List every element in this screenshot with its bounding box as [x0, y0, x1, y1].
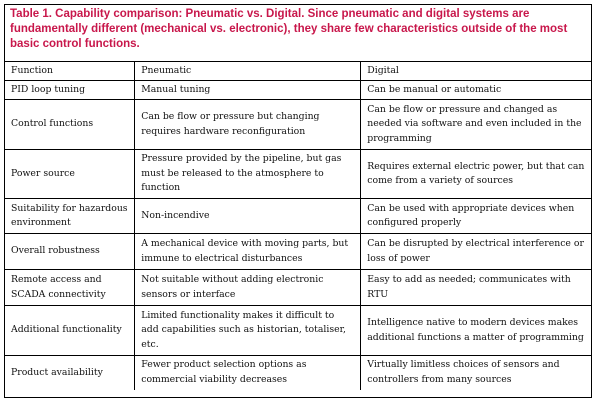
column-header-digital: Digital	[361, 62, 591, 81]
function-cell: Control functions	[5, 100, 135, 150]
function-cell: Product availability	[5, 356, 135, 390]
function-cell: Overall robustness	[5, 234, 135, 270]
digital-cell: Requires external electric power, but that can come from a variety of sources	[361, 150, 591, 199]
table-row	[5, 150, 591, 199]
digital-cell: Can be manual or automatic	[361, 81, 591, 100]
function-cell: Remote access and SCADA connectivity	[5, 270, 135, 306]
table-row	[5, 306, 591, 356]
digital-cell: Easy to add as needed; communicates with RTU	[361, 270, 591, 306]
pneumatic-cell: Pressure provided by the pipeline, but gas must be released to the atmosphere to function	[135, 150, 361, 199]
pneumatic-cell: Can be flow or pressure but changing requires hardware reconfiguration	[135, 100, 361, 150]
digital-cell: Can be used with appropriate devices when configured properly	[361, 199, 591, 234]
table-row	[5, 199, 591, 234]
table-row	[5, 100, 591, 150]
function-cell: Power source	[5, 150, 135, 199]
column-header-pneumatic: Pneumatic	[135, 62, 361, 81]
column-header-function: Function	[5, 62, 135, 81]
pneumatic-cell: Non-incendive	[135, 199, 361, 234]
digital-cell: Can be flow or pressure and changed as needed via software and even included in the programming	[361, 100, 591, 150]
function-cell: PID loop tuning	[5, 81, 135, 100]
pneumatic-cell: A mechanical device with moving parts, but immune to electrical disturbances	[135, 234, 361, 270]
function-cell: Additional functionality	[5, 306, 135, 356]
pneumatic-cell: Manual tuning	[135, 81, 361, 100]
pneumatic-cell: Limited functionality makes it difficult to add capabilities such as historian, totaliser, etc.	[135, 306, 361, 356]
digital-cell: Can be disrupted by electrical interference or loss of power	[361, 234, 591, 270]
table-row	[5, 81, 591, 100]
table-row	[5, 270, 591, 306]
table-frame	[4, 4, 592, 398]
table-caption: Table 1. Capability comparison: Pneumatic vs. Digital. Since pneumatic and digital systems are fundamentally different (mechanical vs. electronic), they share few characteristics outside of the most basic control functions.	[10, 8, 568, 50]
digital-cell: Virtually limitless choices of sensors and controllers from many sources	[361, 356, 591, 390]
pneumatic-cell: Fewer product selection options as commercial viability decreases	[135, 356, 361, 390]
digital-cell: Intelligence native to modern devices makes additional functions a matter of programming	[361, 306, 591, 356]
comparison-table	[5, 61, 591, 390]
function-cell: Suitability for hazardous environment	[5, 199, 135, 234]
pneumatic-cell: Not suitable without adding electronic sensors or interface	[135, 270, 361, 306]
table-row	[5, 234, 591, 270]
header-row	[5, 62, 591, 81]
table-row	[5, 356, 591, 390]
